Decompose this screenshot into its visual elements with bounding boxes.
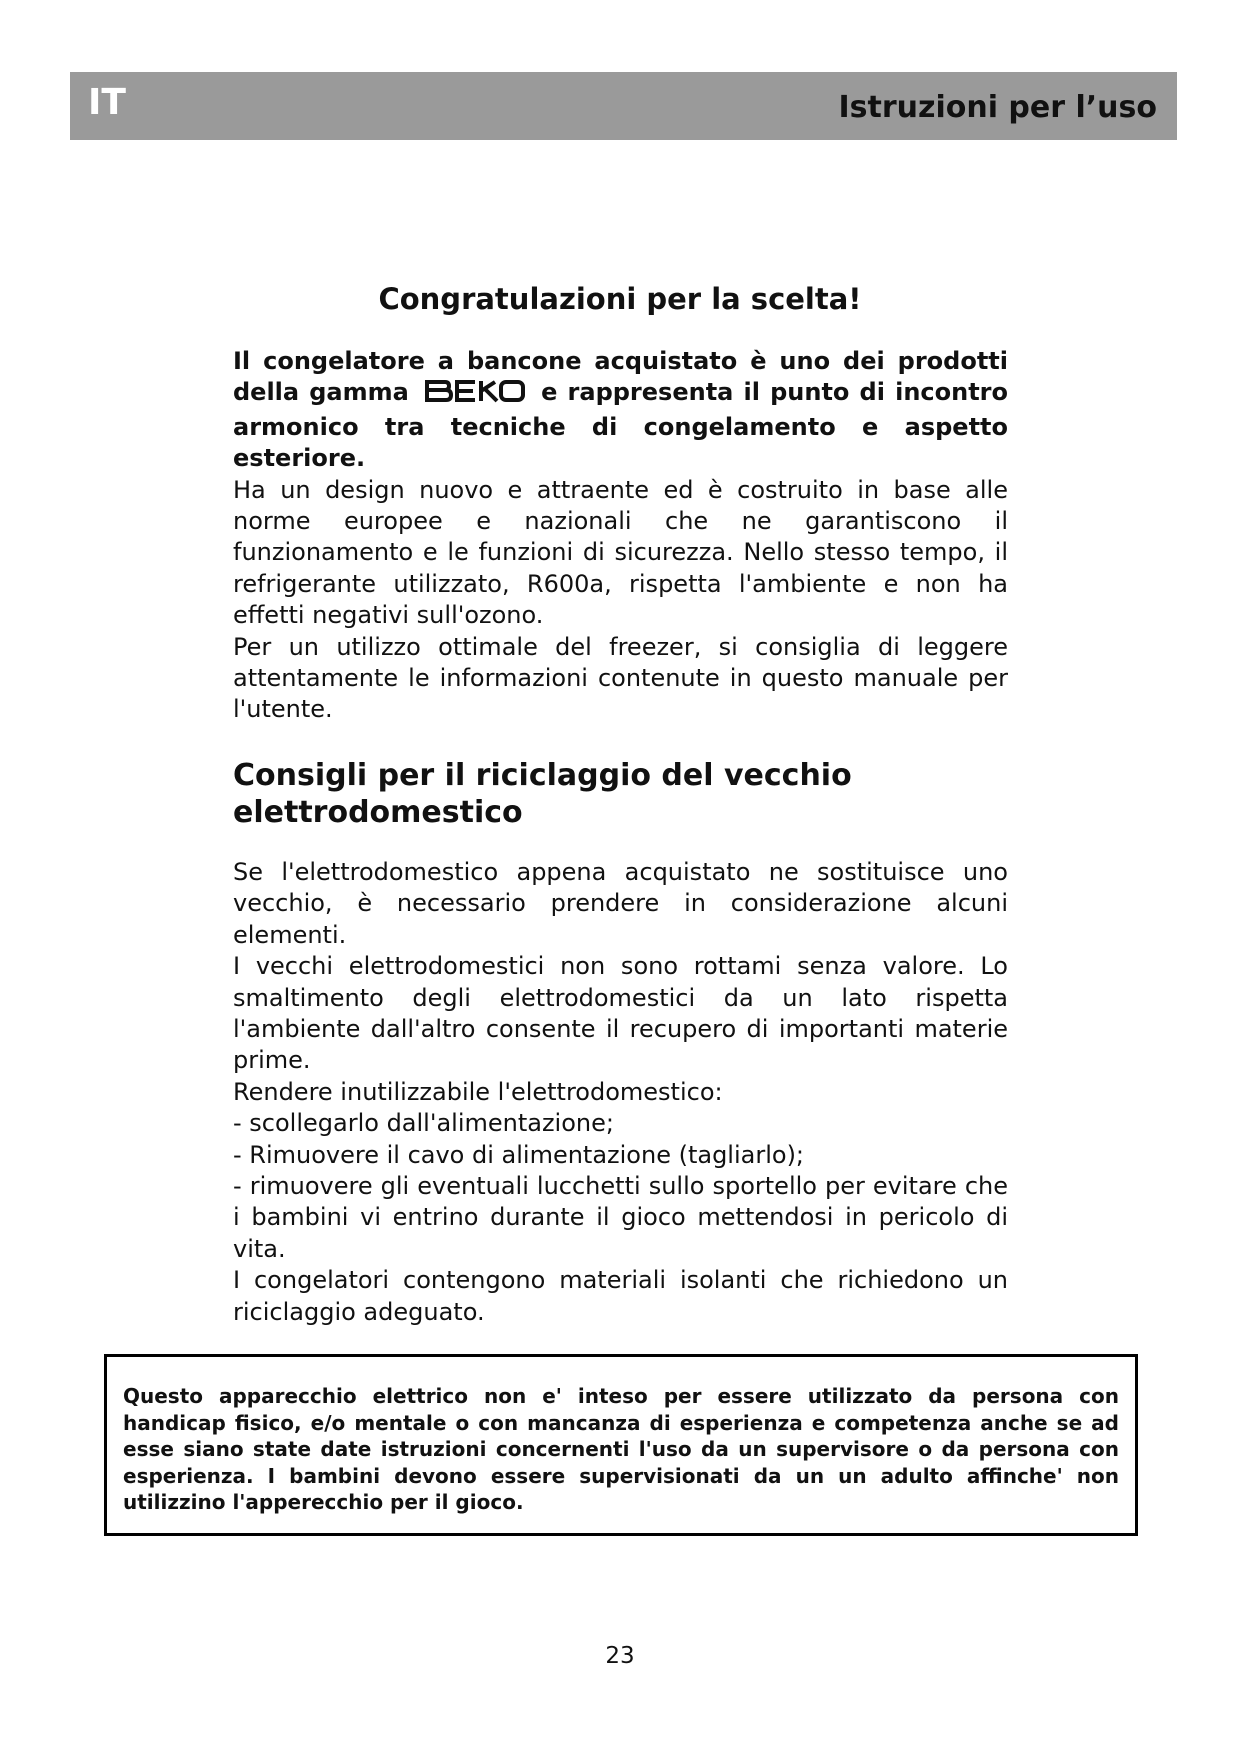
safety-notice-box: [104, 1354, 1138, 1536]
intro-bold-before-logo: Il congelatore a bancone acquistato è uno dei prodotti della gamma: [233, 347, 1008, 407]
recycling-paragraph-4: I congelatori contengono materiali isolanti che richiedono un riciclaggio adeguato.: [233, 1266, 1008, 1326]
recycling-item-2: - Rimuovere il cavo di alimentazione (tagliarlo);: [233, 1140, 805, 1169]
beko-logo: [423, 379, 527, 411]
recycling-title: Consigli per il riciclaggio del vecchio elettrodomestico: [233, 758, 852, 830]
recycling-paragraph-3: Rendere inutilizzabile l'elettrodomestico:: [233, 1077, 723, 1106]
recycling-paragraph-2: I vecchi elettrodomestici non sono rottami senza valore. Lo smaltimento degli elettrodomestici da un lato rispetta l'ambiente dall'altro consente il recupero di importanti materie prime.: [233, 952, 1008, 1075]
recycling-item-3: - rimuovere gli eventuali lucchetti sullo sportello per evitare che i bambini vi entrino durante il gioco mettendosi in pericolo di vita.: [233, 1172, 1008, 1263]
header-bar: [70, 72, 1177, 140]
language-code: IT: [88, 82, 126, 123]
intro-section: [233, 346, 1008, 726]
recycling-paragraph-1: Se l'elettrodomestico appena acquistato ne sostituisce uno vecchio, è necessario prendere in considerazione alcuni elementi.: [233, 858, 1008, 949]
recycling-section: [233, 857, 1008, 1328]
intro-bold-paragraph: [233, 346, 1008, 475]
beko-logo-icon: [423, 379, 527, 403]
intro-paragraph-1: Ha un design nuovo e attraente ed è costruito in base alle norme europee e nazionali che ne garantiscono il funzionamento e le funzioni di sicurezza. Nello stesso tempo, il refrigerante utilizzato, R600a, rispetta l'ambiente e non ha effetti negativi sull'ozono.: [233, 475, 1008, 630]
intro-paragraph-2: Per un utilizzo ottimale del freezer, si consiglia di leggere attentamente le informazioni contenute in questo manuale per l'utente.: [233, 632, 1008, 724]
intro-bold-after-logo: e rappresenta il punto di incontro armonico tra tecniche di congelamento e aspetto esteriore.: [233, 378, 1008, 473]
recycling-item-1: - scollegarlo dall'alimentazione;: [233, 1109, 614, 1138]
main-title: Congratulazioni per la scelta!: [378, 282, 862, 316]
safety-notice-text: Questo apparecchio elettrico non e' inteso per essere utilizzato da persona con handicap fisico, e/o mentale o con mancanza di esperienza e competenza anche se ad esse siano state date istruzioni concernenti l'uso da un supervisore o da persona con esperienza. I bambini devono essere supervisionati da un un adulto affinche' non utilizzino l'apperecchio per il gioco.: [123, 1384, 1119, 1514]
header-title: Istruzioni per l’uso: [838, 90, 1157, 125]
page-number: 23: [605, 1643, 635, 1669]
